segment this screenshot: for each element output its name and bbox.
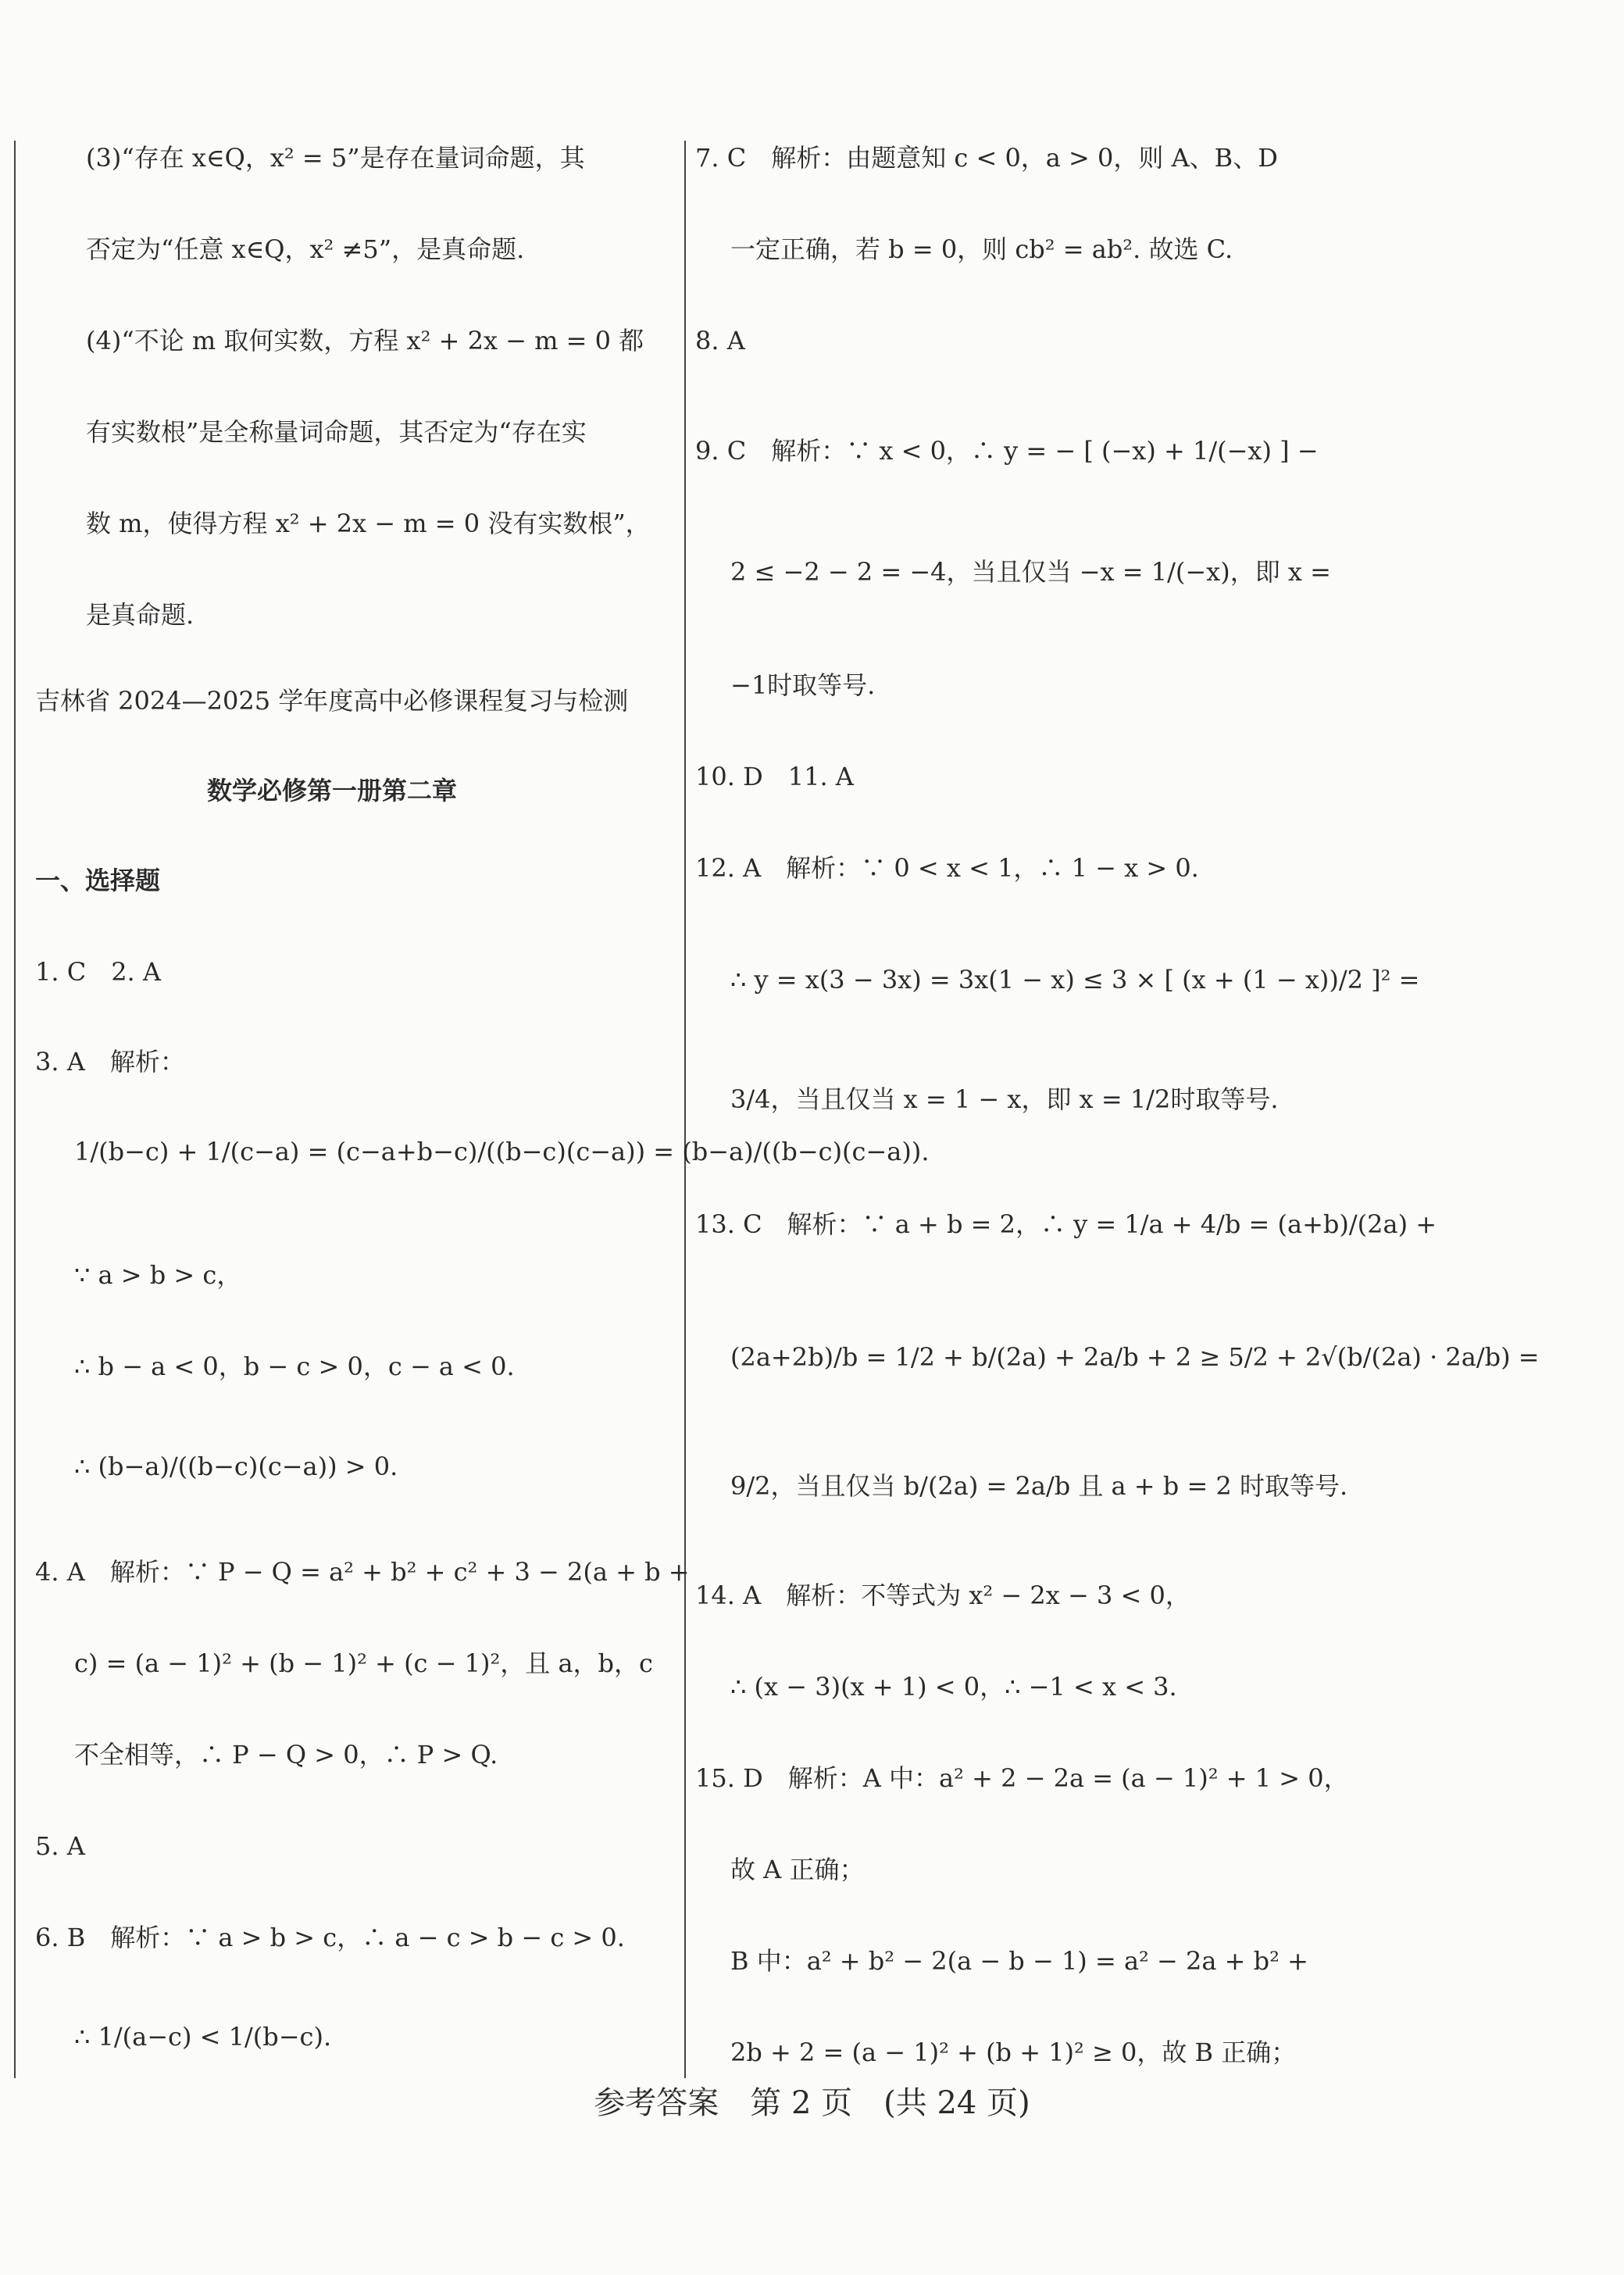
- chapter-title: 数学必修第一册第二章: [207, 776, 458, 805]
- answer-line: 5. A: [35, 1831, 85, 1861]
- text-line: 数 m，使得方程 x² + 2x − m = 0 没有实数根”，: [86, 509, 651, 538]
- text-line: 否定为“任意 x∈Q，x² ≠5”，是真命题.: [86, 234, 525, 264]
- column-divider: [684, 141, 686, 2078]
- text-line: 有实数根”是全称量词命题，其否定为“存在实: [86, 417, 587, 447]
- left-margin-rule: [14, 141, 16, 2078]
- answer-line: 8. A: [695, 326, 745, 355]
- answer-line: 9. C 解析：∵ x < 0，∴ y = − [ (−x) + 1/(−x) ] −: [695, 436, 1319, 466]
- formula-line: ∴ (b−a)/((b−c)(c−a)) > 0.: [74, 1452, 398, 1481]
- text-line: ∴ (x − 3)(x + 1) < 0，∴ −1 < x < 3.: [730, 1672, 1177, 1702]
- text-line: −1时取等号.: [730, 670, 876, 700]
- text-line: 是真命题.: [86, 600, 195, 630]
- section-source: 吉林省 2024—2025 学年度高中必修课程复习与检测: [35, 686, 629, 716]
- formula-line: 9/2，当且仅当 b/(2a) = 2a/b 且 a + b = 2 时取等号.: [730, 1471, 1348, 1501]
- text-line: 2 ≤ −2 − 2 = −4，当且仅当 −x = 1/(−x)，即 x =: [730, 557, 1331, 587]
- text-line: ∴ b − a < 0，b − c > 0，c − a < 0.: [74, 1352, 515, 1381]
- text-line: B 中：a² + b² − 2(a − b − 1) = a² − 2a + b² +: [730, 1946, 1308, 1976]
- formula-line: (2a+2b)/b = 1/2 + b/(2a) + 2a/b + 2 ≥ 5/2 + 2√(b/(2a) · 2a/b) =: [730, 1342, 1540, 1372]
- formula-line: ∴ 1/(a−c) < 1/(b−c).: [74, 2022, 332, 2052]
- answer-line: 15. D 解析：A 中：a² + 2 − 2a = (a − 1)² + 1 > 0，: [695, 1763, 1349, 1793]
- text-line: 一定正确，若 b = 0，则 cb² = ab². 故选 C.: [730, 234, 1233, 264]
- formula-line: 3/4，当且仅当 x = 1 − x，即 x = 1/2时取等号.: [730, 1084, 1279, 1114]
- text-line: (4)“不论 m 取何实数，方程 x² + 2x − m = 0 都: [86, 326, 644, 355]
- formula-line: 1/(b−c) + 1/(c−a) = (c−a+b−c)/((b−c)(c−a)) = (b−a)/((b−c)(c−a)).: [74, 1137, 930, 1166]
- page-footer: 参考答案 第 2 页 (共 24 页): [594, 2085, 1030, 2121]
- answer-line: 4. A 解析：∵ P − Q = a² + b² + c² + 3 − 2(a + b +: [35, 1557, 690, 1587]
- answer-line: 12. A 解析：∵ 0 < x < 1，∴ 1 − x > 0.: [695, 853, 1199, 883]
- answer-line: 13. C 解析：∵ a + b = 2，∴ y = 1/a + 4/b = (a+b)/(2a) +: [695, 1209, 1437, 1239]
- answer-line: 7. C 解析：由题意知 c < 0，a > 0，则 A、B、D: [695, 143, 1278, 173]
- text-line: 故 A 正确；: [730, 1855, 865, 1884]
- formula-line: ∴ y = x(3 − 3x) = 3x(1 − x) ≤ 3 × [ (x + (1 − x))/2 ]² =: [730, 965, 1420, 995]
- section-heading: 一、选择题: [35, 866, 161, 895]
- text-line: ∵ a > b > c，: [74, 1260, 242, 1290]
- text-line: (3)“存在 x∈Q，x² = 5”是存在量词命题，其: [86, 143, 585, 173]
- text-line: 2b + 2 = (a − 1)² + (b + 1)² ≥ 0，故 B 正确；: [730, 2038, 1297, 2067]
- answer-line: 3. A 解析：: [35, 1047, 185, 1077]
- answer-line: 6. B 解析：∵ a > b > c，∴ a − c > b − c > 0.: [35, 1923, 625, 1952]
- text-line: c) = (a − 1)² + (b − 1)² + (c − 1)²，且 a，b，c: [74, 1648, 653, 1678]
- answer-line: 14. A 解析：不等式为 x² − 2x − 3 < 0，: [695, 1580, 1190, 1610]
- answer-line: 10. D 11. A: [695, 762, 854, 791]
- text-line: 不全相等，∴ P − Q > 0，∴ P > Q.: [74, 1740, 498, 1770]
- answer-line: 1. C 2. A: [35, 957, 162, 987]
